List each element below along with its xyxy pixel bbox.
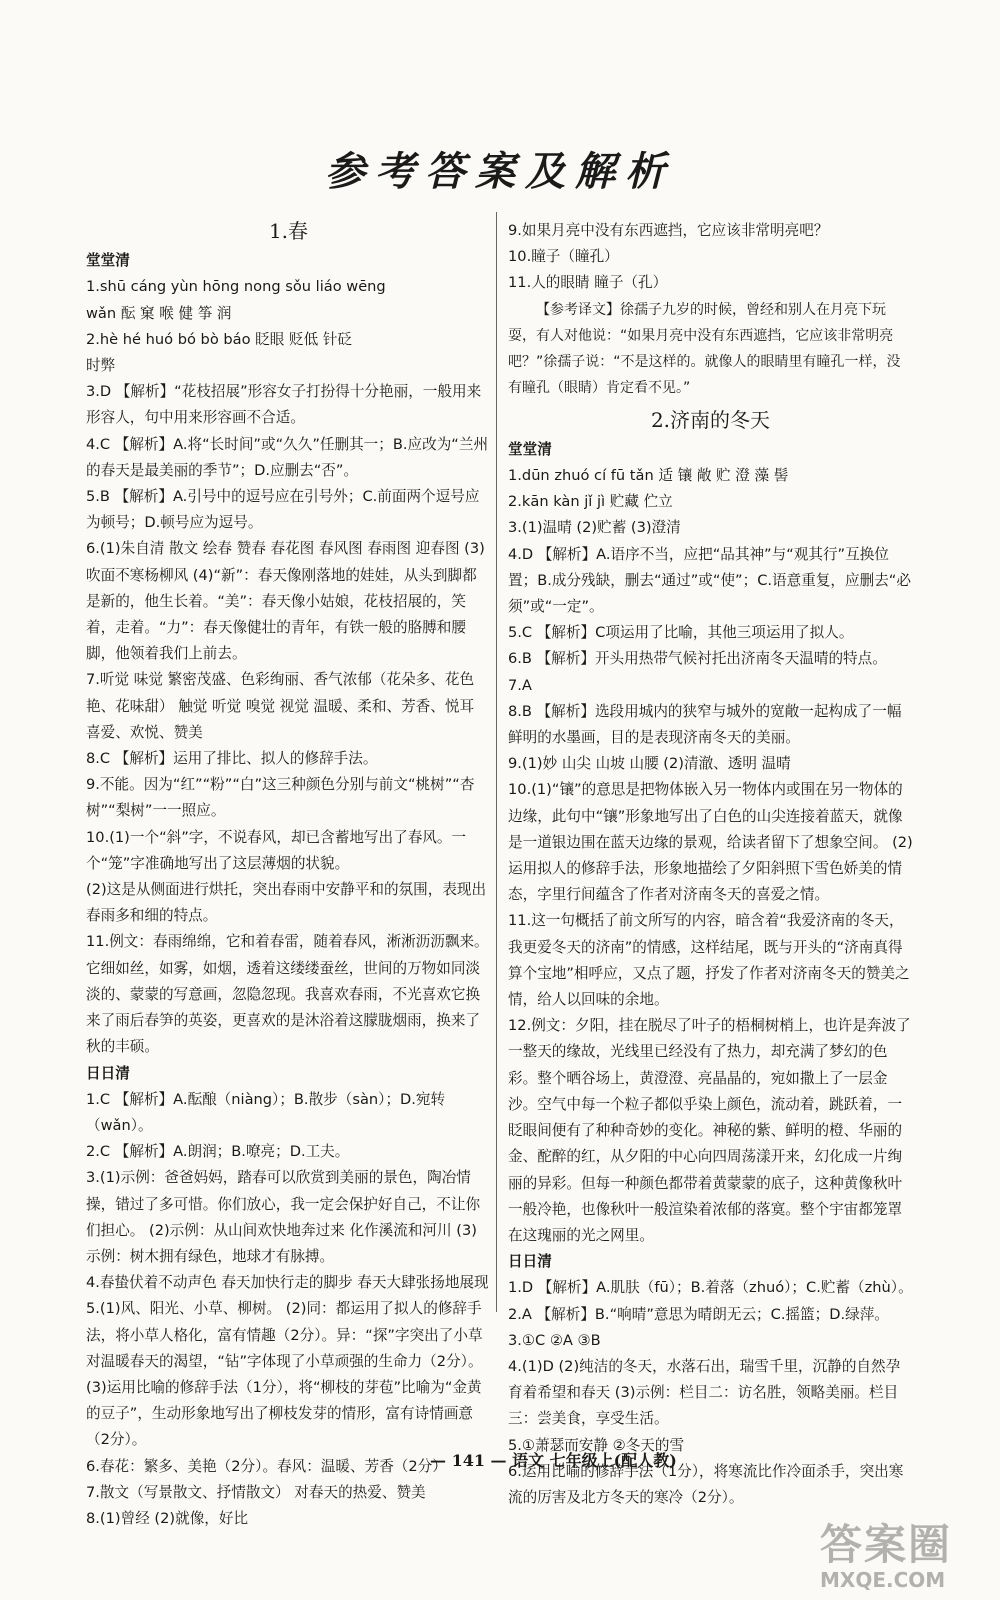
- answer-item: 3.(1)温晴 (2)贮蓄 (3)澄清: [508, 519, 681, 537]
- answer-item: 11.人的眼睛 瞳子（孔）: [508, 274, 668, 292]
- subheading-ririqing: 日日清: [508, 1253, 552, 1271]
- answer-item: 10.(1)“镶”的意思是把物体嵌入另一物体内或围在另一物体的边缘，此句中“镶”形象地写出了白色的山尖连接着蓝天，就像是一道银边围在蓝天边缘的景观，给读者留下了想象空间。 (2)运用拟人的修辞手法，形象地描绘了夕阳斜照下雪色娇美的情态，字里行间蕴含了作者对济南冬天的喜爱之情。: [508, 781, 913, 904]
- subheading-ririqing: 日日清: [86, 1064, 130, 1082]
- answer-item: 1.D 【解析】A.肌肤（fū）；B.着落（zhuó）；C.贮蓄（zhù）。: [508, 1279, 913, 1297]
- answer-item: 12.例文：夕阳，挂在脱尽了叶子的梧桐树梢上，也许是奔波了一整天的缘故，光线里已经没有了热力，却充满了梦幻的色彩。整个晒谷场上，黄澄澄、亮晶晶的，宛如撒上了一层金沙。空气中每一个粒子都似乎染上颜色，流动着，跳跃着，一眨眼间便有了种种奇妙的变化。神秘的紫、鲜明的橙、华丽的金、酡醉的红，从夕阳的中心向四周荡漾开来，幻化成一片绚丽的异彩。但每一种颜色都带着黄蒙蒙的底子，这种黄像秋叶一般冷艳，也像秋叶一般渲染着浓郁的落寞。整个宇宙都笼罩在这瑰丽的光之网里。: [508, 1017, 911, 1244]
- answer-item: 10.(1)一个“斜”字，不说春风，却已含蓄地写出了春风。一个“笼”字准确地写出了这层薄烟的状貌。: [86, 828, 467, 872]
- page-title: 参考答案及解析: [325, 148, 675, 195]
- answer-item: 4.春蛰伏着不动声色 春天加快行走的脚步 春天大肆张扬地展现: [86, 1274, 489, 1292]
- answer-item: 11.这一句概括了前文所写的内容，暗含着“我爱济南的冬天，我更爱冬天的济南”的情感，这样结尾，既与开头的“济南真得算个宝地”相呼应，又点了题，抒发了作者对济南冬天的赞美之情，给人以回味的余地。: [508, 912, 910, 1009]
- reference-translation: 【参考译文】徐孺子九岁的时候，曾经和别人在月亮下玩耍，有人对他说：“如果月亮中没有东西遮挡，它应该非常明亮吧？”徐孺子说：“不是这样的。就像人的眼睛里有瞳孔一样，没有瞳孔（眼睛）肯定看不见。”: [508, 301, 901, 396]
- subheading-tangtangqing: 堂堂清: [86, 252, 130, 270]
- right-column: [508, 218, 913, 1511]
- left-column: [86, 212, 491, 1532]
- answer-item: 3.D 【解析】“花枝招展”形容女子打扮得十分艳丽，一般用来形容人，句中用来形容画不合适。: [86, 383, 482, 427]
- watermark-logo-text: 答案圈: [820, 1520, 953, 1569]
- answer-item: 6.(1)朱自清 散文 绘春 赞春 春花图 春风图 春雨图 迎春图 (3)吹面不寒杨柳风 (4)“新”：春天像刚落地的娃娃，从头到脚都是新的，他生长着。“美”：春天像小姑娘，花枝招展的，笑着，走着。“力”：春天像健壮的青年，有铁一般的胳膊和腰脚，他领着我们上前去。: [86, 540, 485, 663]
- answer-item: 9.(1)妙 山尖 山坡 山腰 (2)清澈、透明 温晴: [508, 755, 791, 773]
- answer-item: 2.A 【解析】B.“响晴”意思为晴朗无云；C.摇篮；D.绿萍。: [508, 1305, 889, 1323]
- answer-item: 6.运用比喻的修辞手法（1分），将寒流比作冷面杀手，突出寒流的厉害及北方冬天的寒冷（2分）。: [508, 1462, 904, 1506]
- answer-item: 4.C 【解析】A.将“长时间”或“久久”任删其一；B.应改为“兰州的春天是最美丽的季节”；D.应删去“否”。: [86, 435, 489, 479]
- answer-item: 1.shū cáng yùn hōng nong sǒu liáo wēng: [86, 278, 386, 296]
- answer-item: 8.(1)曾经 (2)就像，好比: [86, 1509, 249, 1527]
- answer-item: 5.B 【解析】A.引号中的逗号应在引号外；C.前面两个逗号应为顿号；D.顿号应为逗号。: [86, 488, 480, 532]
- answer-item: 1.C 【解析】A.酝酿（niàng）；B.散步（sàn）；D.宛转（wǎn）。: [86, 1090, 446, 1134]
- answer-item: 11.例文：春雨绵绵，它和着春雷，随着春风，淅淅沥沥飘来。它细如丝，如雾，如烟，透着这缕缕蚕丝，世间的万物如同淡淡的、蒙蒙的写意画，忽隐忽现。我喜欢春雨，不光喜欢它换来了雨后春笋的英姿，更喜欢的是沐浴着这朦胧烟雨，换来了秋的丰硕。: [86, 933, 489, 1056]
- answer-item: 7.听觉 味觉 繁密茂盛、色彩绚丽、香气浓郁（花朵多、花色艳、花味甜） 触觉 听觉 嗅觉 视觉 温暖、柔和、芳香、悦耳 喜爱、欢悦、赞美: [86, 671, 475, 741]
- answer-item: 7.散文（写景散文、抒情散文） 对春天的热爱、赞美: [86, 1483, 426, 1501]
- answer-item: 9.如果月亮中没有东西遮挡，它应该非常明亮吧？: [508, 222, 829, 239]
- answer-item: wǎn 酝 窠 喉 健 筝 润: [86, 304, 232, 322]
- answer-item: 2.kān kàn jǐ jì 贮藏 伫立: [508, 493, 673, 511]
- answer-item: 7.A: [508, 676, 532, 694]
- answer-item: 6.春花：繁多、美艳（2分）。春风：温暖、芳香（2分）: [86, 1457, 447, 1475]
- answer-list: [508, 463, 913, 1249]
- answer-item: 9.不能。因为“红”“粉”“白”这三种颜色分别与前文“桃树”“杏树”“梨树”一一照应。: [86, 776, 475, 820]
- answer-item: 8.B 【解析】选段用城内的狭窄与城外的宽敞一起构成了一幅鲜明的水墨画，目的是表现济南冬天的美丽。: [508, 702, 902, 747]
- answer-list: [86, 274, 491, 1060]
- answer-item: 6.B 【解析】开头用热带气候衬托出济南冬天温晴的特点。: [508, 650, 887, 668]
- watermark-url: MXQE.COM: [820, 1568, 946, 1592]
- answer-list: [508, 218, 913, 297]
- answer-item: 2.hè hé huó bó bò báo 眨眼 贬低 针砭: [86, 330, 353, 348]
- answer-item: 8.C 【解析】运用了排比、拟人的修辞手法。: [86, 750, 378, 768]
- subheading-tangtangqing: 堂堂清: [508, 440, 552, 458]
- answer-item: 1.dūn zhuó cí fū tǎn 适 镶 敞 贮 澄 藻 髻: [508, 467, 789, 485]
- answer-list: [508, 1275, 913, 1511]
- answer-item: (2)这是从侧面进行烘托，突出春雨中安静平和的氛围，表现出春雨多和细的特点。: [86, 881, 487, 925]
- answer-item: 10.瞳子（瞳孔）: [508, 248, 619, 266]
- answer-item: 3.(1)示例：爸爸妈妈，踏春可以欣赏到美丽的景色，陶冶情操，错过了多可惜。你们放心，我一定会保护好自己，不让你们担心。 (2)示例：从山间欢快地奔过来 化作溪流和河川 (3)示例：树木拥有绿色，地球才有脉搏。: [86, 1169, 481, 1265]
- answer-item: 时弊: [86, 357, 116, 375]
- page-footer: — 141 — 语文 七年级上(配人教): [430, 1451, 677, 1470]
- section-title-jinan-winter: 2.济南的冬天: [650, 407, 771, 432]
- answer-item: 5.(1)风、阳光、小草、柳树。 (2)同：都运用了拟人的修辞手法，将小草人格化，富有情趣（2分）。异：“探”字突出了小草对温暖春天的渴望，“钻”字体现了小草顽强的生命力（2分）。 (3)运用比喻的修辞手法（1分），将“柳枝的芽苞”比喻为“金黄的豆子”，生动形象地写出了柳枝发芽的情形，富有诗情画意（2分）。: [86, 1300, 483, 1449]
- answer-item: 3.①C ②A ③B: [508, 1331, 601, 1349]
- column-divider: [496, 212, 497, 1312]
- section-title-spring: 1.春: [268, 219, 309, 243]
- answer-item: 4.(1)D (2)纯洁的冬天，水落石出，瑞雪千里，沉静的自然孕育着希望和春天 (3)示例：栏目二：访名胜，领略美丽。栏目三：尝美食，享受生活。: [508, 1357, 901, 1428]
- watermark-logo: [820, 1512, 980, 1592]
- answer-item: 4.D 【解析】A.语序不当，应把“品其神”与“观其行”互换位置；B.成分残缺，删去“通过”或“使”；C.语意重复，应删去“必须”或“一定”。: [508, 545, 911, 616]
- answer-item: 5.①萧瑟而安静 ②冬天的雪: [508, 1436, 685, 1454]
- answer-item: 2.C 【解析】A.朗润；B.嘹亮；D.工夫。: [86, 1143, 350, 1161]
- answer-item: 5.C 【解析】C项运用了比喻，其他三项运用了拟人。: [508, 624, 854, 642]
